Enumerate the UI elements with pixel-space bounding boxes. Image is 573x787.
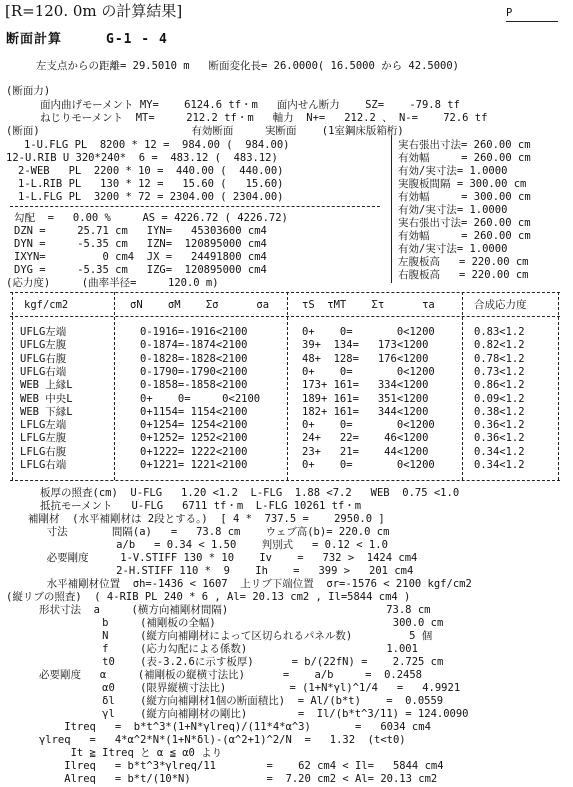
lower-line: 寸法 間隔(a) = 73.8 cm ウェブ高(b)= 220.0 cm bbox=[34, 526, 390, 538]
lower-line: α0 (限界縦横寸法比) = (1+N*γl)^1/4 = 4.9921 bbox=[20, 682, 461, 694]
forces-line-2: ねじりモーメント MT= 212.2 tf・m 軸力 N+= 212.2 、 N-= 72.6 tf bbox=[40, 112, 488, 124]
stress-row-sigma: 0+1222= 1222<2100 bbox=[140, 445, 248, 458]
section-prop: 勾配 = 0.00 % AS = 4226.72 ( 4226.72) bbox=[14, 212, 288, 224]
section-row: 1-U.FLG PL 8200 * 12 = 984.00 ( 984.00) bbox=[24, 139, 290, 151]
section-right-row: 左腹板高 = 220.00 cm bbox=[398, 256, 529, 268]
section-right-row: 有効/実寸法= 1.0000 bbox=[398, 165, 508, 177]
stress-row-location: LFLG右端 bbox=[20, 459, 67, 471]
lower-line: N (縦方向補剛材によって区切られるパネル数) 5 個 bbox=[20, 630, 433, 642]
page-number-underline bbox=[506, 21, 558, 22]
lower-line: a/b = 0.34 < 1.50 判別式 = 0.12 < 1.0 bbox=[34, 539, 388, 551]
stress-table-left-border bbox=[12, 292, 13, 480]
stress-row-sigma: 0-1828=-1828<2100 bbox=[140, 352, 248, 365]
stress-row-sigma: 0+1252= 1252<2100 bbox=[140, 432, 248, 445]
stress-row-sigma: 0+1154= 1154<2100 bbox=[140, 405, 248, 418]
lower-line: 補剛材 (水平補剛材は 2段とする。) [ 4 * 737.5 = 2950.0 ] bbox=[28, 513, 385, 525]
stress-row-sigma: 0+ 0= 0<2100 bbox=[140, 392, 261, 405]
right-column-divider bbox=[391, 135, 392, 283]
stress-row-tau: 173+ 161= 334<1200 bbox=[302, 379, 429, 392]
page-title: [R=120. 0m の計算結果] bbox=[5, 2, 183, 20]
lower-line: 2-H.STIFF 110 * 9 Ih = 399 > 201 cm4 bbox=[34, 565, 414, 577]
section-right-row: 有効幅 = 300.00 cm bbox=[398, 191, 531, 203]
forces-label: (断面力) bbox=[6, 85, 51, 97]
stress-table-col-divider bbox=[462, 292, 463, 480]
lower-line: f (応力勾配による係数) 1.001 bbox=[20, 643, 418, 655]
stress-row-sigma: 0-1790=-1790<2100 bbox=[140, 365, 248, 378]
stress-row-tau: 39+ 134= 173<1200 bbox=[302, 339, 429, 352]
stress-row-sigma: 0-1916=-1916<2100 bbox=[140, 326, 248, 338]
section-id: G-1 - 4 bbox=[106, 32, 168, 47]
stress-row-location: LFLG右腹 bbox=[20, 445, 67, 458]
stress-row-location: UFLG右端 bbox=[20, 365, 67, 378]
section-row: 2-WEB PL 2200 * 10 = 440.00 ( 440.00) bbox=[18, 165, 284, 177]
stress-table-right-border bbox=[558, 292, 559, 480]
lower-line: γl (縦方向補剛材の剛比) = Il/(b*t^3/11) = 124.0090 bbox=[20, 708, 469, 720]
stress-row-combined: 0.34<1.2 bbox=[474, 445, 525, 458]
stress-row-location: WEB 上縁L bbox=[20, 379, 73, 392]
stress-row-tau: 48+ 128= 176<1200 bbox=[302, 352, 429, 365]
stress-row-tau: 23+ 21= 44<1200 bbox=[302, 445, 429, 458]
section-prop: DYN = -5.35 cm IZN= 120895000 cm4 bbox=[14, 238, 267, 250]
stress-row-tau: 189+ 161= 351<1200 bbox=[302, 392, 429, 405]
stress-row-location: WEB 下縁L bbox=[20, 405, 73, 418]
section-right-row: 右腹板高 = 220.00 cm bbox=[398, 269, 529, 281]
stress-table-bottom-border bbox=[10, 480, 560, 481]
stress-header-unit: kgf/cm2 bbox=[24, 299, 69, 311]
lower-line: γlreq = 4*α^2*N*(1+N*δl)-(α^2+1)^2/N = 1.32 (t<t0) bbox=[20, 734, 406, 746]
stress-row-combined: 0.86<1.2 bbox=[474, 379, 525, 392]
stress-row-tau: 24+ 22= 46<1200 bbox=[302, 432, 429, 445]
section-prop: IXYN= 0 cm4 JX = 24491800 cm4 bbox=[14, 251, 267, 263]
lower-line: Alreq = b*t/(10*N) = 7.20 cm2 < Al= 20.13 cm2 bbox=[20, 773, 438, 785]
stress-header-combined: 合成応力度 bbox=[474, 299, 527, 311]
lower-line: (縦リブの照査) ( 4-RIB PL 240 * 6 , Al= 20.13 cm2 , Il=5844 cm4 ) bbox=[6, 591, 411, 603]
lower-line: Ilreq = b*t^3*γlreq/11 = 62 cm4 < Il= 5844 cm4 bbox=[20, 760, 444, 772]
forces-line-1: 面内曲げモーメント MY= 6124.6 tf・m 面内せん断力 SZ= -79.8 tf bbox=[40, 99, 460, 111]
position-line: 左支点からの距離= 29.5010 m 断面変化長= 26.0000( 16.5000 から 42.5000) bbox=[36, 60, 460, 72]
stress-header-sigma: σN σM Σσ σa bbox=[130, 299, 270, 311]
section-right-row: 有効幅 = 260.00 cm bbox=[398, 152, 531, 164]
lower-line: δl (縦方向補剛材1個の断面積比) = Al/(b*t) = 0.0559 bbox=[20, 695, 444, 707]
stress-table-header-border bbox=[10, 316, 560, 317]
stress-row-combined: 0.73<1.2 bbox=[474, 365, 525, 378]
stress-row-tau: 182+ 161= 344<1200 bbox=[302, 405, 429, 418]
section-prop: DZN = 25.71 cm IYN= 45303600 cm4 bbox=[14, 225, 267, 237]
stress-table-top-border bbox=[10, 292, 560, 293]
section-right-row: 有効幅 = 260.00 cm bbox=[398, 230, 531, 242]
stress-row-sigma: 0-1874=-1874<2100 bbox=[140, 339, 248, 352]
lower-line: 形状寸法 a (横方向補剛材間隔) 73.8 cm bbox=[20, 604, 431, 616]
section-divider bbox=[10, 206, 380, 207]
lower-line: Itreq = b*t^3*(1+N*γlreq)/(11*4*α^3) = 6034 cm4 bbox=[20, 721, 431, 733]
section-row: 1-L.RIB PL 130 * 12 = 15.60 ( 15.60) bbox=[18, 178, 284, 190]
stress-row-location: UFLG左端 bbox=[20, 326, 67, 338]
stress-row-combined: 0.09<1.2 bbox=[474, 392, 525, 405]
stress-table-col-divider bbox=[114, 292, 115, 480]
stress-row-location: LFLG左端 bbox=[20, 419, 67, 432]
lower-line: It ≧ Itreq と α ≦ α0 より bbox=[20, 747, 223, 759]
stress-row-tau: 0+ 0= 0<1200 bbox=[302, 365, 435, 378]
section-right-row: 有効/実寸法= 1.0000 bbox=[398, 204, 508, 216]
section-title: 断面計算 bbox=[6, 32, 63, 47]
stress-row-location: LFLG左腹 bbox=[20, 432, 67, 445]
section-right-row: 実腹板間隔 = 300.00 cm bbox=[398, 178, 527, 190]
lower-line: 抵抗モーメント U-FLG 6711 tf・m L-FLG 10261 tf・m bbox=[40, 500, 362, 512]
lower-line: 板厚の照査(cm) U-FLG 1.20 <1.2 L-FLG 1.88 <7.2 WEB 0.75 <1.0 bbox=[40, 487, 460, 499]
stress-row-combined: 0.78<1.2 bbox=[474, 352, 525, 365]
stress-row-combined: 0.38<1.2 bbox=[474, 405, 525, 418]
section-prop: DYG = -5.35 cm IZG= 120895000 cm4 bbox=[14, 264, 267, 276]
section-right-row: 実右張出寸法= 260.00 cm bbox=[398, 217, 531, 229]
stress-label: (応力度) (曲率半径= 120.0 m) bbox=[6, 277, 219, 289]
stress-row-location: WEB 中央L bbox=[20, 392, 73, 405]
section-row: 1-L.FLG PL 3200 * 72 = 2304.00 ( 2304.00) bbox=[18, 191, 284, 203]
stress-row-combined: 0.82<1.2 bbox=[474, 339, 525, 352]
stress-table-col-divider bbox=[287, 292, 288, 480]
section-right-row: 実右張出寸法= 260.00 cm bbox=[398, 139, 531, 151]
stress-row-combined: 0.83<1.2 bbox=[474, 326, 525, 338]
stress-row-combined: 0.36<1.2 bbox=[474, 419, 525, 432]
stress-row-combined: 0.36<1.2 bbox=[474, 432, 525, 445]
stress-row-sigma: 0+1221= 1221<2100 bbox=[140, 459, 248, 471]
section-table-header: (断面) 有効断面 実断面 (1室鋼床版箱桁) bbox=[6, 125, 404, 137]
lower-line: 必要剛度 1-V.STIFF 130 * 10 Iv = 732 > 1424 cm4 bbox=[34, 552, 418, 564]
stress-row-tau: 0+ 0= 0<1200 bbox=[302, 459, 435, 471]
section-row: 12-U.RIB U 320*240* 6 = 483.12 ( 483.12) bbox=[6, 152, 278, 164]
section-right-row: 有効/実寸法= 1.0000 bbox=[398, 243, 508, 255]
lower-line: 必要剛度 α (補剛板の縦横寸法比) = a/b = 0.2458 bbox=[20, 669, 423, 681]
stress-row-sigma: 0+1254= 1254<2100 bbox=[140, 419, 248, 432]
lower-line: 水平補剛材位置 σh=-1436 < 1607 上リブ下端位置 σr=-1576 < 2100 kgf/cm2 bbox=[34, 578, 472, 590]
stress-row-tau: 0+ 0= 0<1200 bbox=[302, 326, 435, 338]
stress-row-location: UFLG左腹 bbox=[20, 339, 67, 352]
stress-row-sigma: 0-1858=-1858<2100 bbox=[140, 379, 248, 392]
lower-line: t0 (表-3.2.6に示す板厚) = b/(22fN) = 2.725 cm bbox=[20, 656, 444, 668]
stress-row-combined: 0.34<1.2 bbox=[474, 459, 525, 471]
page-number-label: P bbox=[506, 7, 513, 19]
stress-row-tau: 0+ 0= 0<1200 bbox=[302, 419, 435, 432]
stress-header-tau: τS τMT Στ τa bbox=[302, 299, 435, 311]
lower-line: b (補剛板の全幅) 300.0 cm bbox=[20, 617, 444, 629]
stress-row-location: UFLG右腹 bbox=[20, 352, 67, 365]
